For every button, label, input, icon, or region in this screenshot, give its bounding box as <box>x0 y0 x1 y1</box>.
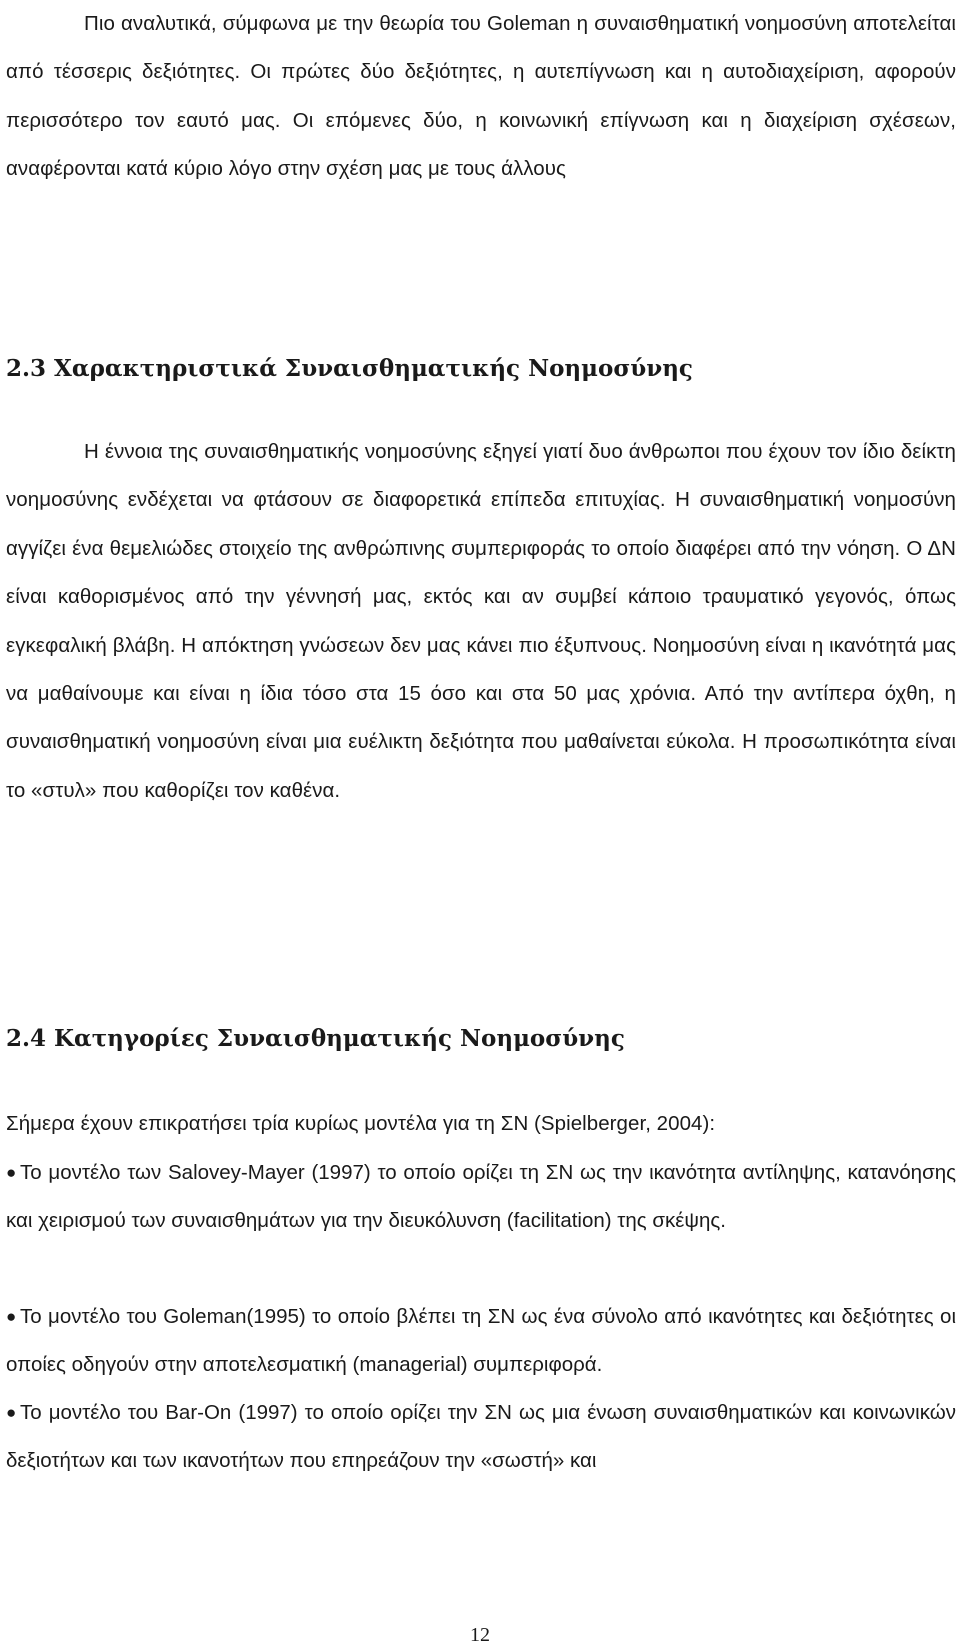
bullet-icon: ● <box>6 1163 17 1182</box>
list-item-text: Το μοντέλο των Salovey-Mayer (1997) το οποίο ορίζει τη ΣΝ ως την ικανότητα αντίληψης, κατανόησης και χειρισμού των συναισθημάτων για την διευκόλυνση (facilitation) της σκέψης. <box>6 1161 956 1233</box>
section-2-3-paragraph: Η έννοια της συναισθηματικής νοημοσύνης εξηγεί γιατί δυο άνθρωποι που έχουν τον ίδιο δείκτη νοημοσύνης ενδέχεται να φτάσουν σε διαφορετικά επίπεδα επιτυχίας. Η συναισθηματική νοημοσύνη αγγίζει ένα θεμελιώδες στοιχείο της ανθρώπινης συμπεριφοράς το οποίο διαφέρει από την νόηση. Ο ΔΝ είναι καθορισμένος από την γέννησή μας, εκτός και αν συμβεί κάποιο τραυματικό γεγονός, όπως εγκεφαλική βλάβη. Η απόκτηση γνώσεων δεν μας κάνει πιο έξυπνους. Νοημοσύνη είναι η ικανότητά μας να μαθαίνουμε και είναι η ίδια τόσο στα 15 όσο και στα 50 μας χρόνια. Από την αντίπερα όχθη, η συναισθηματική νοημοσύνη είναι μια ευέλικτη δεξιότητα που μαθαίνεται εύκολα. Η προσωπικότητα είναι το «στυλ» που καθορίζει τον καθένα. <box>6 440 956 802</box>
page-number: 12 <box>470 1624 490 1646</box>
list-item <box>6 1389 956 1486</box>
section-heading-2-3: 2.3 Χαρακτηριστικά Συναισθηματικής Νοημοσύνης <box>6 355 693 382</box>
list-item-text: Το μοντέλο του Goleman(1995) το οποίο βλέπει τη ΣΝ ως ένα σύνολο από ικανότητες και δεξιότητες οι οποίες οδηγούν στην αποτελεσματική (managerial) συμπεριφορά. <box>6 1305 956 1377</box>
section-2-4-intro: Σήμερα έχουν επικρατήσει τρία κυρίως μοντέλα για τη ΣΝ (Spielberger, 2004): <box>6 1112 716 1135</box>
list-item-text: Το μοντέλο του Bar-On (1997) το οποίο ορίζει την ΣΝ ως μια ένωση συναισθηματικών και κοινωνικών δεξιοτήτων και των ικανοτήτων που επηρεάζουν την «σωστή» και <box>6 1401 956 1473</box>
bullet-icon: ● <box>6 1403 17 1422</box>
intro-paragraph: Πιο αναλυτικά, σύμφωνα με την θεωρία του Goleman η συναισθηματική νοημοσύνη αποτελείται από τέσσερις δεξιότητες. Οι πρώτες δύο δεξιότητες, η αυτεπίγνωση και η αυτοδιαχείριση, αφορούν περισσότερο τον εαυτό μας. Οι επόμενες δύο, η κοινωνική επίγνωση και η διαχείριση σχέσεων, αναφέρονται κατά κύριο λόγο στην σχέση μας με τους άλλους <box>6 12 956 181</box>
bullet-icon: ● <box>6 1307 17 1326</box>
section-heading-2-4: 2.4 Κατηγορίες Συναισθηματικής Νοημοσύνης <box>6 1025 625 1052</box>
list-item <box>6 1293 956 1390</box>
list-item <box>6 1149 956 1246</box>
